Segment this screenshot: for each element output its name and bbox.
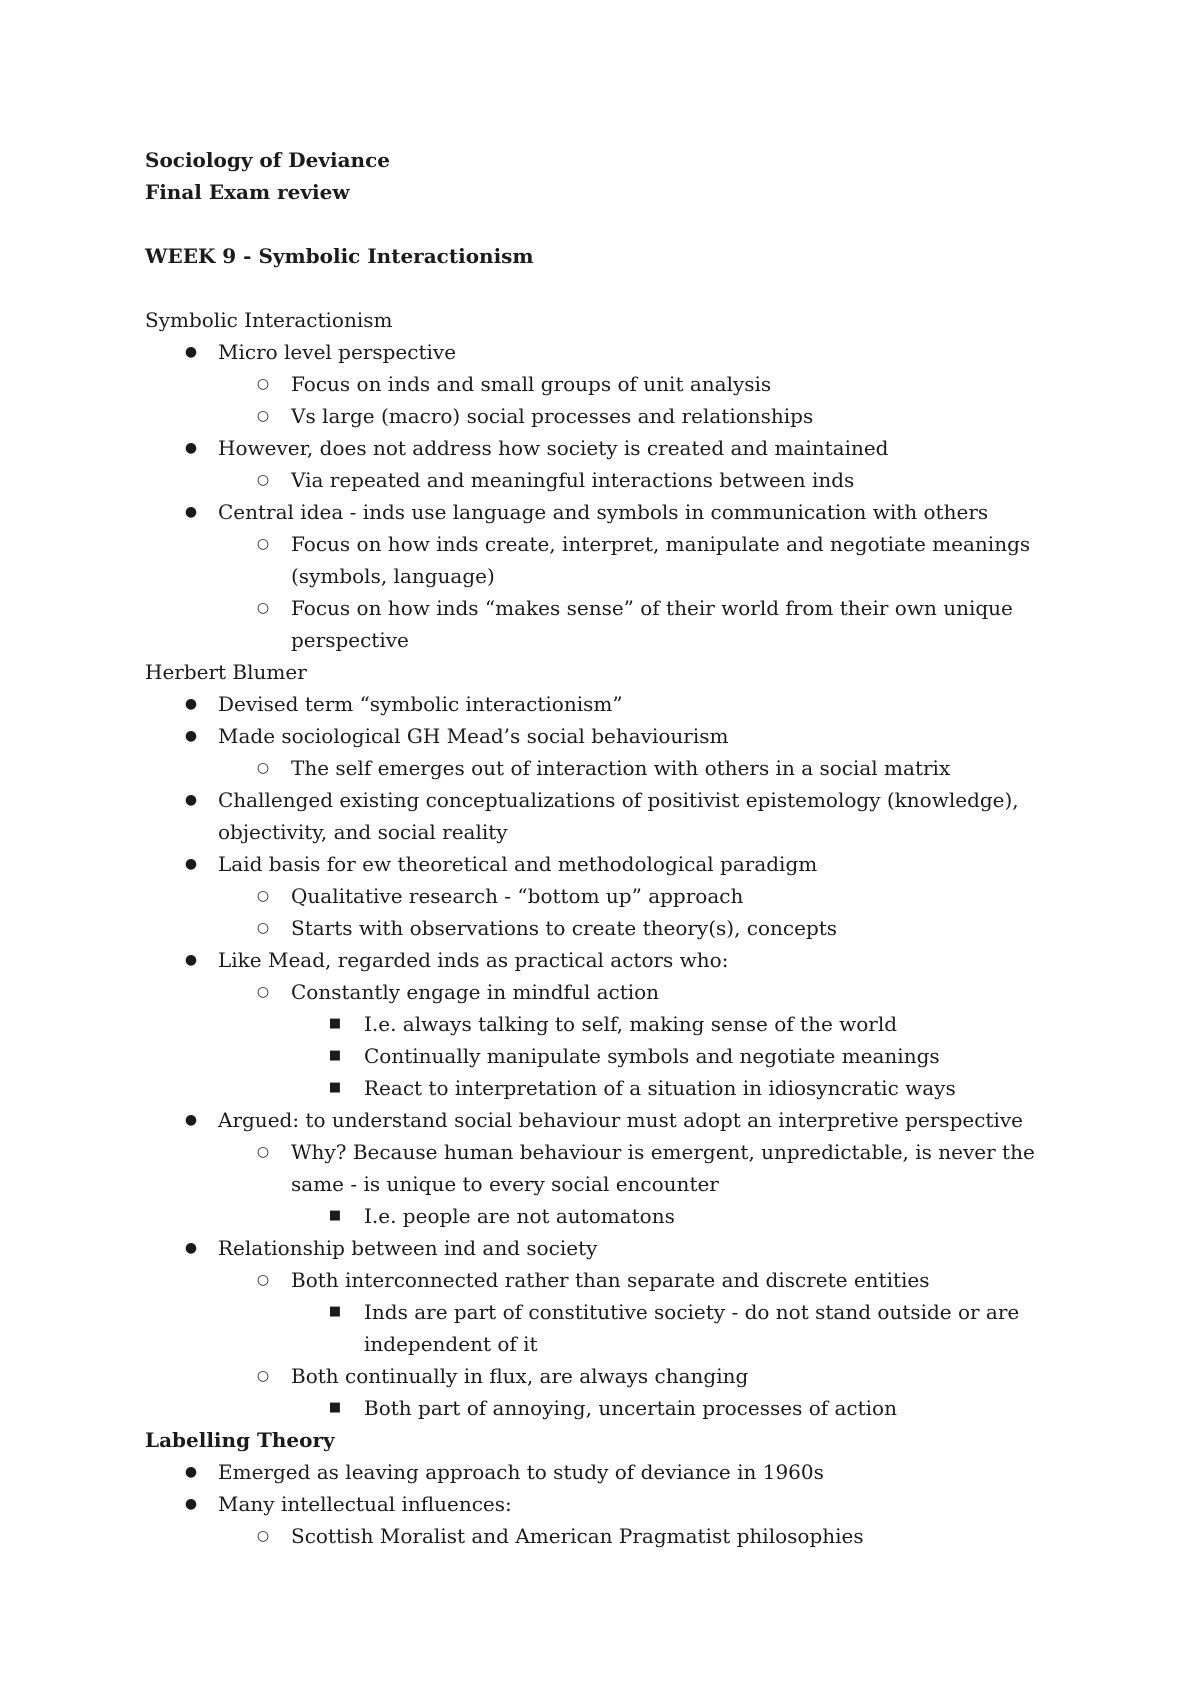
list-item: ● Many intellectual influences: xyxy=(145,1488,1075,1520)
bullet-square: ■ xyxy=(328,1304,342,1319)
spacer xyxy=(145,208,1075,240)
spacer xyxy=(145,272,1075,304)
document-subtitle: Final Exam review xyxy=(145,180,350,204)
list-item: ○ Constantly engage in mindful action xyxy=(145,976,1075,1008)
list-item: ○ Focus on inds and small groups of unit analysis xyxy=(145,368,1075,400)
bullet-hollow-circle: ○ xyxy=(256,472,270,488)
bullet-square: ■ xyxy=(328,1208,342,1223)
bullet-square: ■ xyxy=(328,1016,342,1031)
document-content xyxy=(145,144,1075,1552)
bullet-filled-circle: ● xyxy=(184,1496,198,1512)
bullet-hollow-circle: ○ xyxy=(256,1368,270,1384)
bullet-filled-circle: ● xyxy=(184,728,198,744)
herbert-blumer-list xyxy=(145,688,1075,1424)
list-item: ○ Focus on how inds create, interpret, manipulate and negotiate meanings (symbols, language) xyxy=(145,528,1075,592)
list-item: ● However, does not address how society is created and maintained xyxy=(145,432,1075,464)
bullet-filled-circle: ● xyxy=(184,1240,198,1256)
list-item: ● Argued: to understand social behaviour must adopt an interpretive perspective xyxy=(145,1104,1075,1136)
list-item: ■ Both part of annoying, uncertain processes of action xyxy=(145,1392,1075,1424)
bullet-hollow-circle: ○ xyxy=(256,920,270,936)
bullet-square: ■ xyxy=(328,1048,342,1063)
list-item: ● Micro level perspective xyxy=(145,336,1075,368)
list-item: ● Relationship between ind and society xyxy=(145,1232,1075,1264)
list-item: ○ Via repeated and meaningful interactions between inds xyxy=(145,464,1075,496)
bullet-hollow-circle: ○ xyxy=(256,1528,270,1544)
list-item: ○ Starts with observations to create theory(s), concepts xyxy=(145,912,1075,944)
bullet-filled-circle: ● xyxy=(184,504,198,520)
document-title: Sociology of Deviance xyxy=(145,148,390,172)
bullet-filled-circle: ● xyxy=(184,344,198,360)
bullet-filled-circle: ● xyxy=(184,952,198,968)
bullet-hollow-circle: ○ xyxy=(256,984,270,1000)
labelling-theory-list xyxy=(145,1456,1075,1552)
list-item: ● Like Mead, regarded inds as practical actors who: xyxy=(145,944,1075,976)
list-item: ○ Why? Because human behaviour is emergent, unpredictable, is never the same - is unique to every social encounter xyxy=(145,1136,1075,1200)
list-item: ● Challenged existing conceptualizations of positivist epistemology (knowledge), objectivity, and social reality xyxy=(145,784,1075,848)
bullet-filled-circle: ● xyxy=(184,440,198,456)
symbolic-interactionism-list xyxy=(145,336,1075,656)
list-item: ○ Both interconnected rather than separate and discrete entities xyxy=(145,1264,1075,1296)
list-item: ■ Inds are part of constitutive society - do not stand outside or are independent of it xyxy=(145,1296,1075,1360)
bullet-filled-circle: ● xyxy=(184,1112,198,1128)
bullet-hollow-circle: ○ xyxy=(256,1272,270,1288)
section-heading-symbolic-interactionism: Symbolic Interactionism xyxy=(145,308,393,332)
bullet-filled-circle: ● xyxy=(184,856,198,872)
bullet-hollow-circle: ○ xyxy=(256,888,270,904)
bullet-hollow-circle: ○ xyxy=(256,536,270,552)
bullet-hollow-circle: ○ xyxy=(256,1144,270,1160)
section-heading-herbert-blumer: Herbert Blumer xyxy=(145,660,307,684)
list-item: ■ I.e. people are not automatons xyxy=(145,1200,1075,1232)
bullet-filled-circle: ● xyxy=(184,1464,198,1480)
list-item: ● Devised term “symbolic interactionism” xyxy=(145,688,1075,720)
list-item: ○ The self emerges out of interaction with others in a social matrix xyxy=(145,752,1075,784)
list-item: ● Central idea - inds use language and symbols in communication with others xyxy=(145,496,1075,528)
list-item: ○ Focus on how inds “makes sense” of their world from their own unique perspective xyxy=(145,592,1075,656)
bullet-filled-circle: ● xyxy=(184,792,198,808)
list-item: ■ Continually manipulate symbols and negotiate meanings xyxy=(145,1040,1075,1072)
week-heading: WEEK 9 - Symbolic Interactionism xyxy=(145,244,534,268)
list-item: ● Laid basis for ew theoretical and methodological paradigm xyxy=(145,848,1075,880)
bullet-filled-circle: ● xyxy=(184,696,198,712)
bullet-square: ■ xyxy=(328,1080,342,1095)
list-item: ■ React to interpretation of a situation in idiosyncratic ways xyxy=(145,1072,1075,1104)
bullet-hollow-circle: ○ xyxy=(256,760,270,776)
bullet-hollow-circle: ○ xyxy=(256,600,270,616)
list-item: ● Emerged as leaving approach to study of deviance in 1960s xyxy=(145,1456,1075,1488)
list-item: ■ I.e. always talking to self, making sense of the world xyxy=(145,1008,1075,1040)
bullet-hollow-circle: ○ xyxy=(256,376,270,392)
list-item: ○ Qualitative research - “bottom up” approach xyxy=(145,880,1075,912)
list-item: ● Made sociological GH Mead’s social behaviourism xyxy=(145,720,1075,752)
list-item: ○ Vs large (macro) social processes and relationships xyxy=(145,400,1075,432)
bullet-hollow-circle: ○ xyxy=(256,408,270,424)
bullet-square: ■ xyxy=(328,1400,342,1415)
list-item: ○ Both continually in flux, are always changing xyxy=(145,1360,1075,1392)
section-heading-labelling-theory: Labelling Theory xyxy=(145,1428,335,1452)
list-item: ○ Scottish Moralist and American Pragmatist philosophies xyxy=(145,1520,1075,1552)
